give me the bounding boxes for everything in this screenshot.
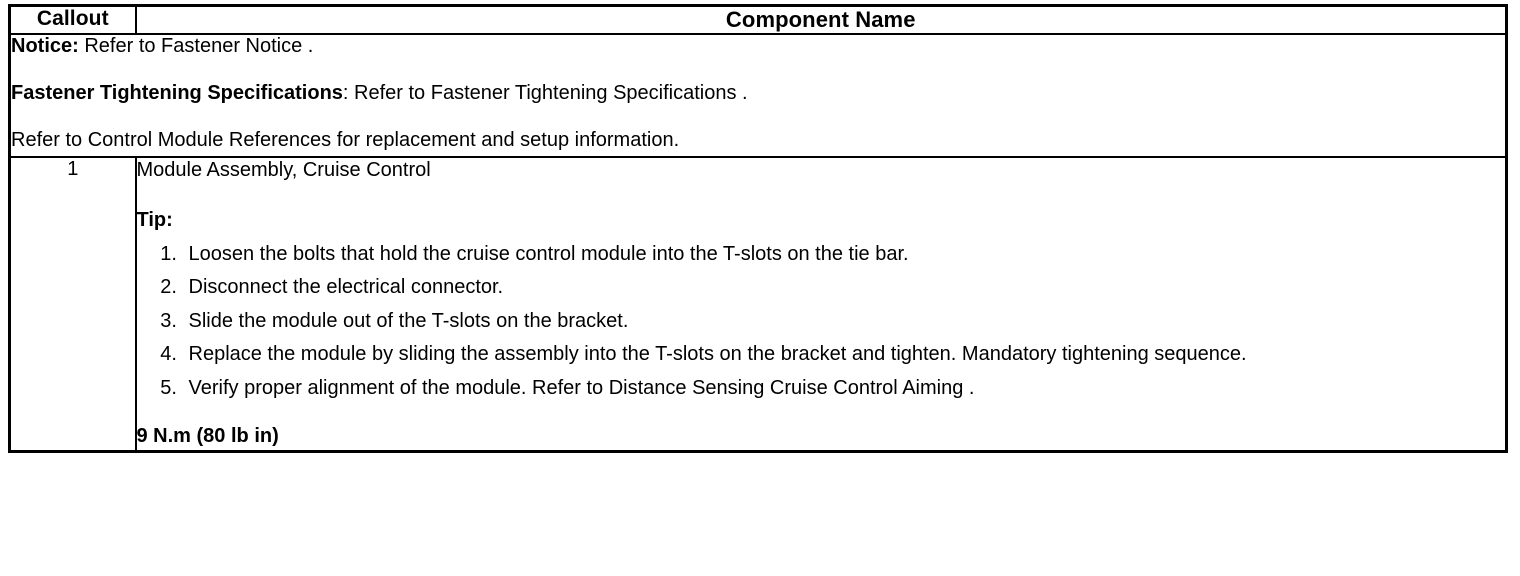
list-item: 5. Verify proper alignment of the module. Refer to Distance Sensing Cruise Control Aiming .: [183, 376, 1506, 400]
torque-specification: 9 N.m (80 lb in): [136, 424, 279, 447]
notice-line-control-module-references: Refer to Control Module References for replacement and setup information.: [11, 129, 680, 151]
component-spec-table: [8, 4, 1508, 453]
column-header-component-name: Component Name: [136, 6, 1507, 35]
component-title: Module Assembly, Cruise Control: [136, 159, 431, 181]
procedure-step-list: [137, 242, 1506, 400]
notice-line-tightening-specs: [11, 82, 1505, 105]
list-item: 1. Loosen the bolts that hold the cruise control module into the T-slots on the tie bar.: [183, 242, 1506, 266]
notice-cell: [10, 34, 1507, 157]
notice-text: Refer to Fastener Notice .: [78, 35, 314, 57]
list-item: 4. Replace the module by sliding the assembly into the T-slots on the bracket and tighten. Mandatory tightening sequence.: [183, 342, 1506, 366]
component-detail-cell: [136, 157, 1507, 451]
notice-label: Notice:: [11, 35, 79, 57]
table-row: [10, 157, 1507, 451]
tip-label: Tip:: [136, 209, 173, 231]
notice-row: [10, 34, 1507, 157]
column-header-callout: Callout: [10, 6, 136, 35]
fastener-spec-text: : Refer to Fastener Tightening Specifications .: [342, 82, 748, 104]
table-header-row: [10, 6, 1507, 35]
list-item: 3. Slide the module out of the T-slots on the bracket.: [183, 309, 1506, 333]
callout-number: 1: [10, 157, 136, 451]
list-item: 2. Disconnect the electrical connector.: [183, 275, 1506, 299]
fastener-spec-label: Fastener Tightening Specifications: [11, 82, 343, 104]
notice-line-fastener-notice: [11, 35, 1505, 58]
